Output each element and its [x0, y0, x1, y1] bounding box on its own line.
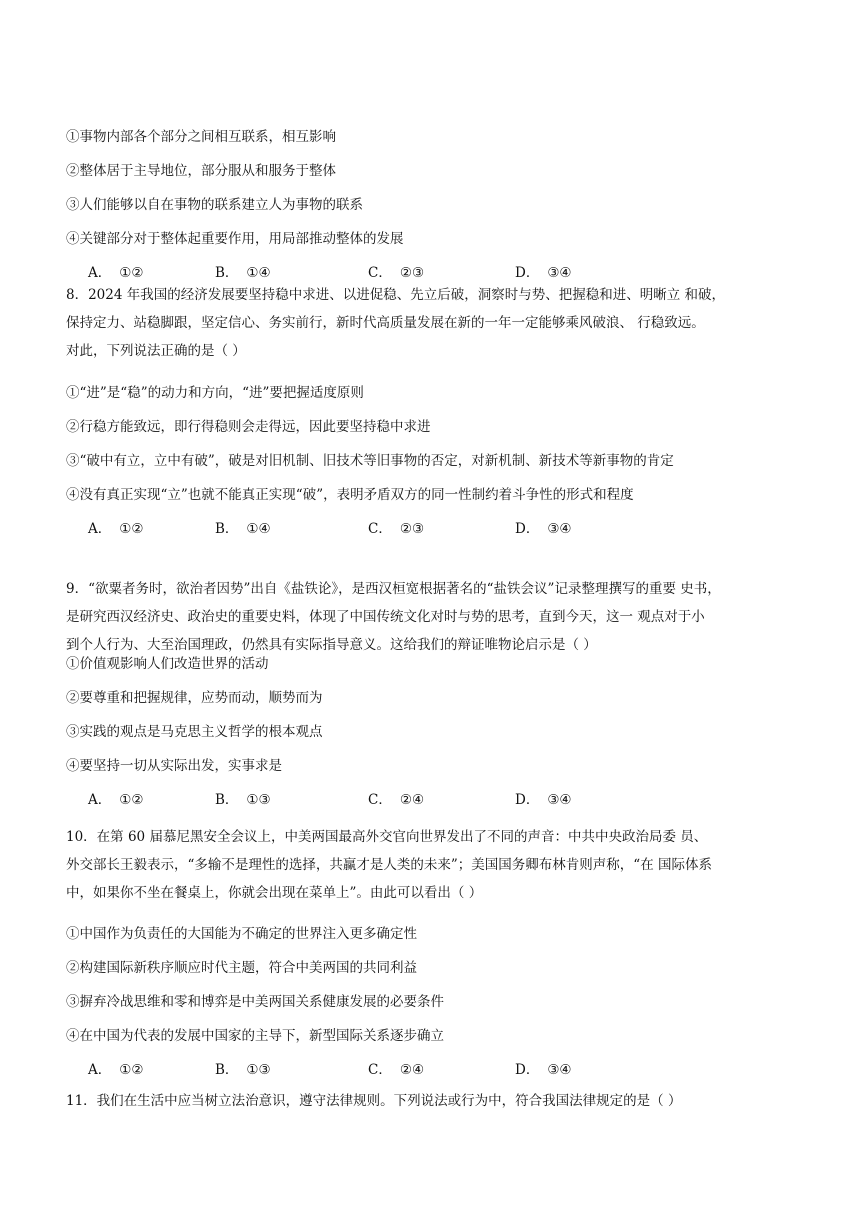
q10-stem-line-3: 中，如果你不坐在餐桌上，你就会出现在菜单上”。由此可以看出（ ）	[66, 885, 483, 901]
q10-stem	[66, 823, 806, 907]
q10-option-c: C． ②④	[368, 1062, 425, 1078]
q8-stem	[66, 281, 806, 365]
q8-statement-1: ①“进”是“稳”的动力和方向，“进”要把握适度原则	[66, 385, 364, 401]
q8-statement-3: ③“破中有立，立中有破”，破是对旧机制、旧技术等旧事物的否定，对新机制、新技术等新事物的肯定	[66, 453, 674, 469]
q11-stem-line-1: 11．我们在生活中应当树立法治意识，遵守法律规则。下列说法或行为中，符合我国法律规定的是（ ）	[66, 1093, 682, 1109]
q8-option-d: D． ③④	[515, 521, 572, 537]
q10-statement-1: ①中国作为负责任的大国能为不确定的世界注入更多确定性	[66, 926, 417, 942]
q8-stem-line-2: 保持定力、站稳脚跟，坚定信心、务实前行，新时代高质量发展在新的一年一定能够乘风破浪、 行稳致远。	[66, 315, 705, 331]
q7-option-b: B． ①④	[215, 265, 271, 281]
q8-statement-4: ④没有真正实现“立”也就不能真正实现“破”，表明矛盾双方的同一性制约着斗争性的形式和程度	[66, 487, 634, 503]
q8-option-b: B． ①④	[215, 521, 271, 537]
q10-option-a: A． ①②	[88, 1062, 144, 1078]
q9-stem-line-2: 是研究西汉经济史、政治史的重要史料，体现了中国传统文化对时与势的思考，直到今天，这一 观点对于小	[66, 609, 705, 625]
q10-option-d: D． ③④	[515, 1062, 572, 1078]
q9-option-b: B． ①③	[215, 792, 271, 808]
q9-option-c: C． ②④	[368, 792, 425, 808]
q9-stem-line-1: 9．“欲粟者务时，欲治者因势”出自《盐铁论》，是西汉桓宽根据著名的“盐铁会议”记录整理撰写的重要 史书，	[66, 581, 721, 597]
q10-stem-line-2: 外交部长王毅表示，“多输不是理性的选择，共赢才是人类的未来”；美国国务卿布林肯则声称，“在 国际体系	[66, 857, 712, 873]
q7-statement-4: ④关键部分对于整体起重要作用，用局部推动整体的发展	[66, 231, 404, 247]
q7-option-c: C． ②③	[368, 265, 425, 281]
q9-option-a: A． ①②	[88, 792, 144, 808]
q10-statement-4: ④在中国为代表的发展中国家的主导下，新型国际关系逐步确立	[66, 1028, 444, 1044]
q9-statement-1: ①价值观影响人们改造世界的活动	[66, 656, 269, 672]
q11-stem	[66, 1087, 806, 1115]
q10-stem-line-1: 10．在第 60 届慕尼黑安全会议上，中美两国最高外交官向世界发出了不同的声音：中共中央政治局委 员、	[66, 829, 708, 845]
q9-option-d: D． ③④	[515, 792, 572, 808]
q7-option-d: D． ③④	[515, 265, 572, 281]
q8-stem-line-1: 8．2024 年我国的经济发展要坚持稳中求进、以进促稳、先立后破，洞察时与势、把握稳和进、明晰立 和破，	[66, 287, 726, 303]
q9-stem	[66, 575, 806, 659]
q7-statement-2: ②整体居于主导地位，部分服从和服务于整体	[66, 163, 336, 179]
q10-option-b: B． ①③	[215, 1062, 271, 1078]
q8-option-a: A． ①②	[88, 521, 144, 537]
q10-statement-2: ②构建国际新秩序顺应时代主题，符合中美两国的共同利益	[66, 960, 417, 976]
q10-statement-3: ③摒弃冷战思维和零和博弈是中美两国关系健康发展的必要条件	[66, 994, 444, 1010]
q9-statement-4: ④要坚持一切从实际出发，实事求是	[66, 758, 282, 774]
q8-option-c: C． ②③	[368, 521, 425, 537]
q8-statement-2: ②行稳方能致远，即行得稳则会走得远，因此要坚持稳中求进	[66, 419, 431, 435]
q7-statement-3: ③人们能够以自在事物的联系建立人为事物的联系	[66, 197, 363, 213]
q9-statement-2: ②要尊重和把握规律，应势而动，顺势而为	[66, 690, 323, 706]
q7-statement-1: ①事物内部各个部分之间相互联系，相互影响	[66, 129, 336, 145]
q7-option-a: A． ①②	[88, 265, 144, 281]
q8-stem-line-3: 对此，下列说法正确的是（ ）	[66, 343, 246, 359]
q9-stem-line-3: 到个人行为、大至治国理政，仍然具有实际指导意义。这给我们的辩证唯物论启示是（ ）	[66, 637, 597, 653]
q9-statement-3: ③实践的观点是马克思主义哲学的根本观点	[66, 724, 323, 740]
